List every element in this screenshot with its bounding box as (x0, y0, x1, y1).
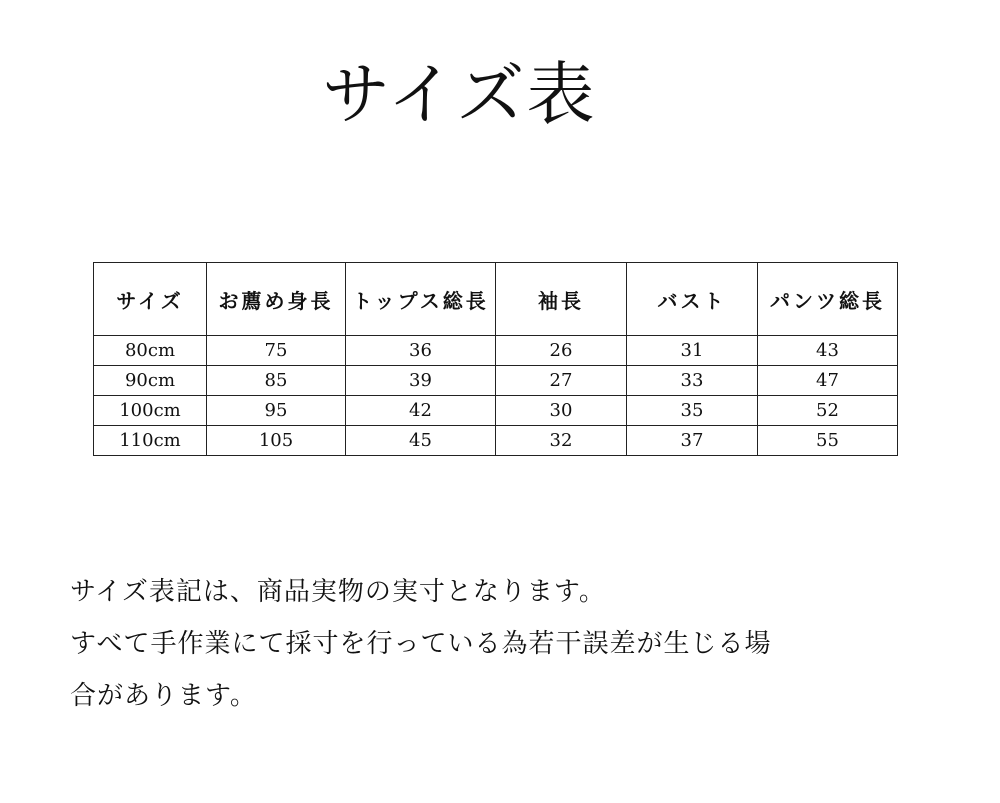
size-table (93, 262, 898, 456)
measurement-notes (70, 566, 950, 722)
note-line: サイズ表記は、商品実物の実寸となります。 (70, 577, 606, 607)
table-cell: 105 (207, 426, 346, 456)
table-cell: 80cm (94, 336, 207, 366)
table-row (94, 426, 898, 456)
table-cell: 27 (496, 366, 627, 396)
table-cell: 26 (496, 336, 627, 366)
table-cell: 32 (496, 426, 627, 456)
table-cell: 35 (627, 396, 758, 426)
table-cell: 52 (758, 396, 898, 426)
table-row (94, 336, 898, 366)
table-cell: 37 (627, 426, 758, 456)
table-cell: 30 (496, 396, 627, 426)
table-cell: 33 (627, 366, 758, 396)
table-row (94, 396, 898, 426)
header-bust: バスト (627, 263, 758, 336)
table-cell: 85 (207, 366, 346, 396)
table-cell: 95 (207, 396, 346, 426)
table-cell: 43 (758, 336, 898, 366)
header-top-length: トップス総長 (346, 263, 496, 336)
table-cell: 31 (627, 336, 758, 366)
table-cell: 36 (346, 336, 496, 366)
table-cell: 39 (346, 366, 496, 396)
header-size: サイズ (94, 263, 207, 336)
table-cell: 47 (758, 366, 898, 396)
table-cell: 75 (207, 336, 346, 366)
table-cell: 100cm (94, 396, 207, 426)
table-cell: 42 (346, 396, 496, 426)
table-cell: 45 (346, 426, 496, 456)
header-recommended-height: お薦め身長 (207, 263, 346, 336)
header-sleeve-length: 袖長 (496, 263, 627, 336)
header-pants-length: パンツ総長 (758, 263, 898, 336)
table-row (94, 366, 898, 396)
page-title: サイズ表 (322, 56, 597, 135)
table-cell: 110cm (94, 426, 207, 456)
table-header-row (94, 263, 898, 336)
table-cell: 55 (758, 426, 898, 456)
note-line: すべて手作業にて採寸を行っている為若干誤差が生じる場 (70, 629, 772, 659)
table-cell: 90cm (94, 366, 207, 396)
note-line: 合があります。 (70, 681, 257, 711)
